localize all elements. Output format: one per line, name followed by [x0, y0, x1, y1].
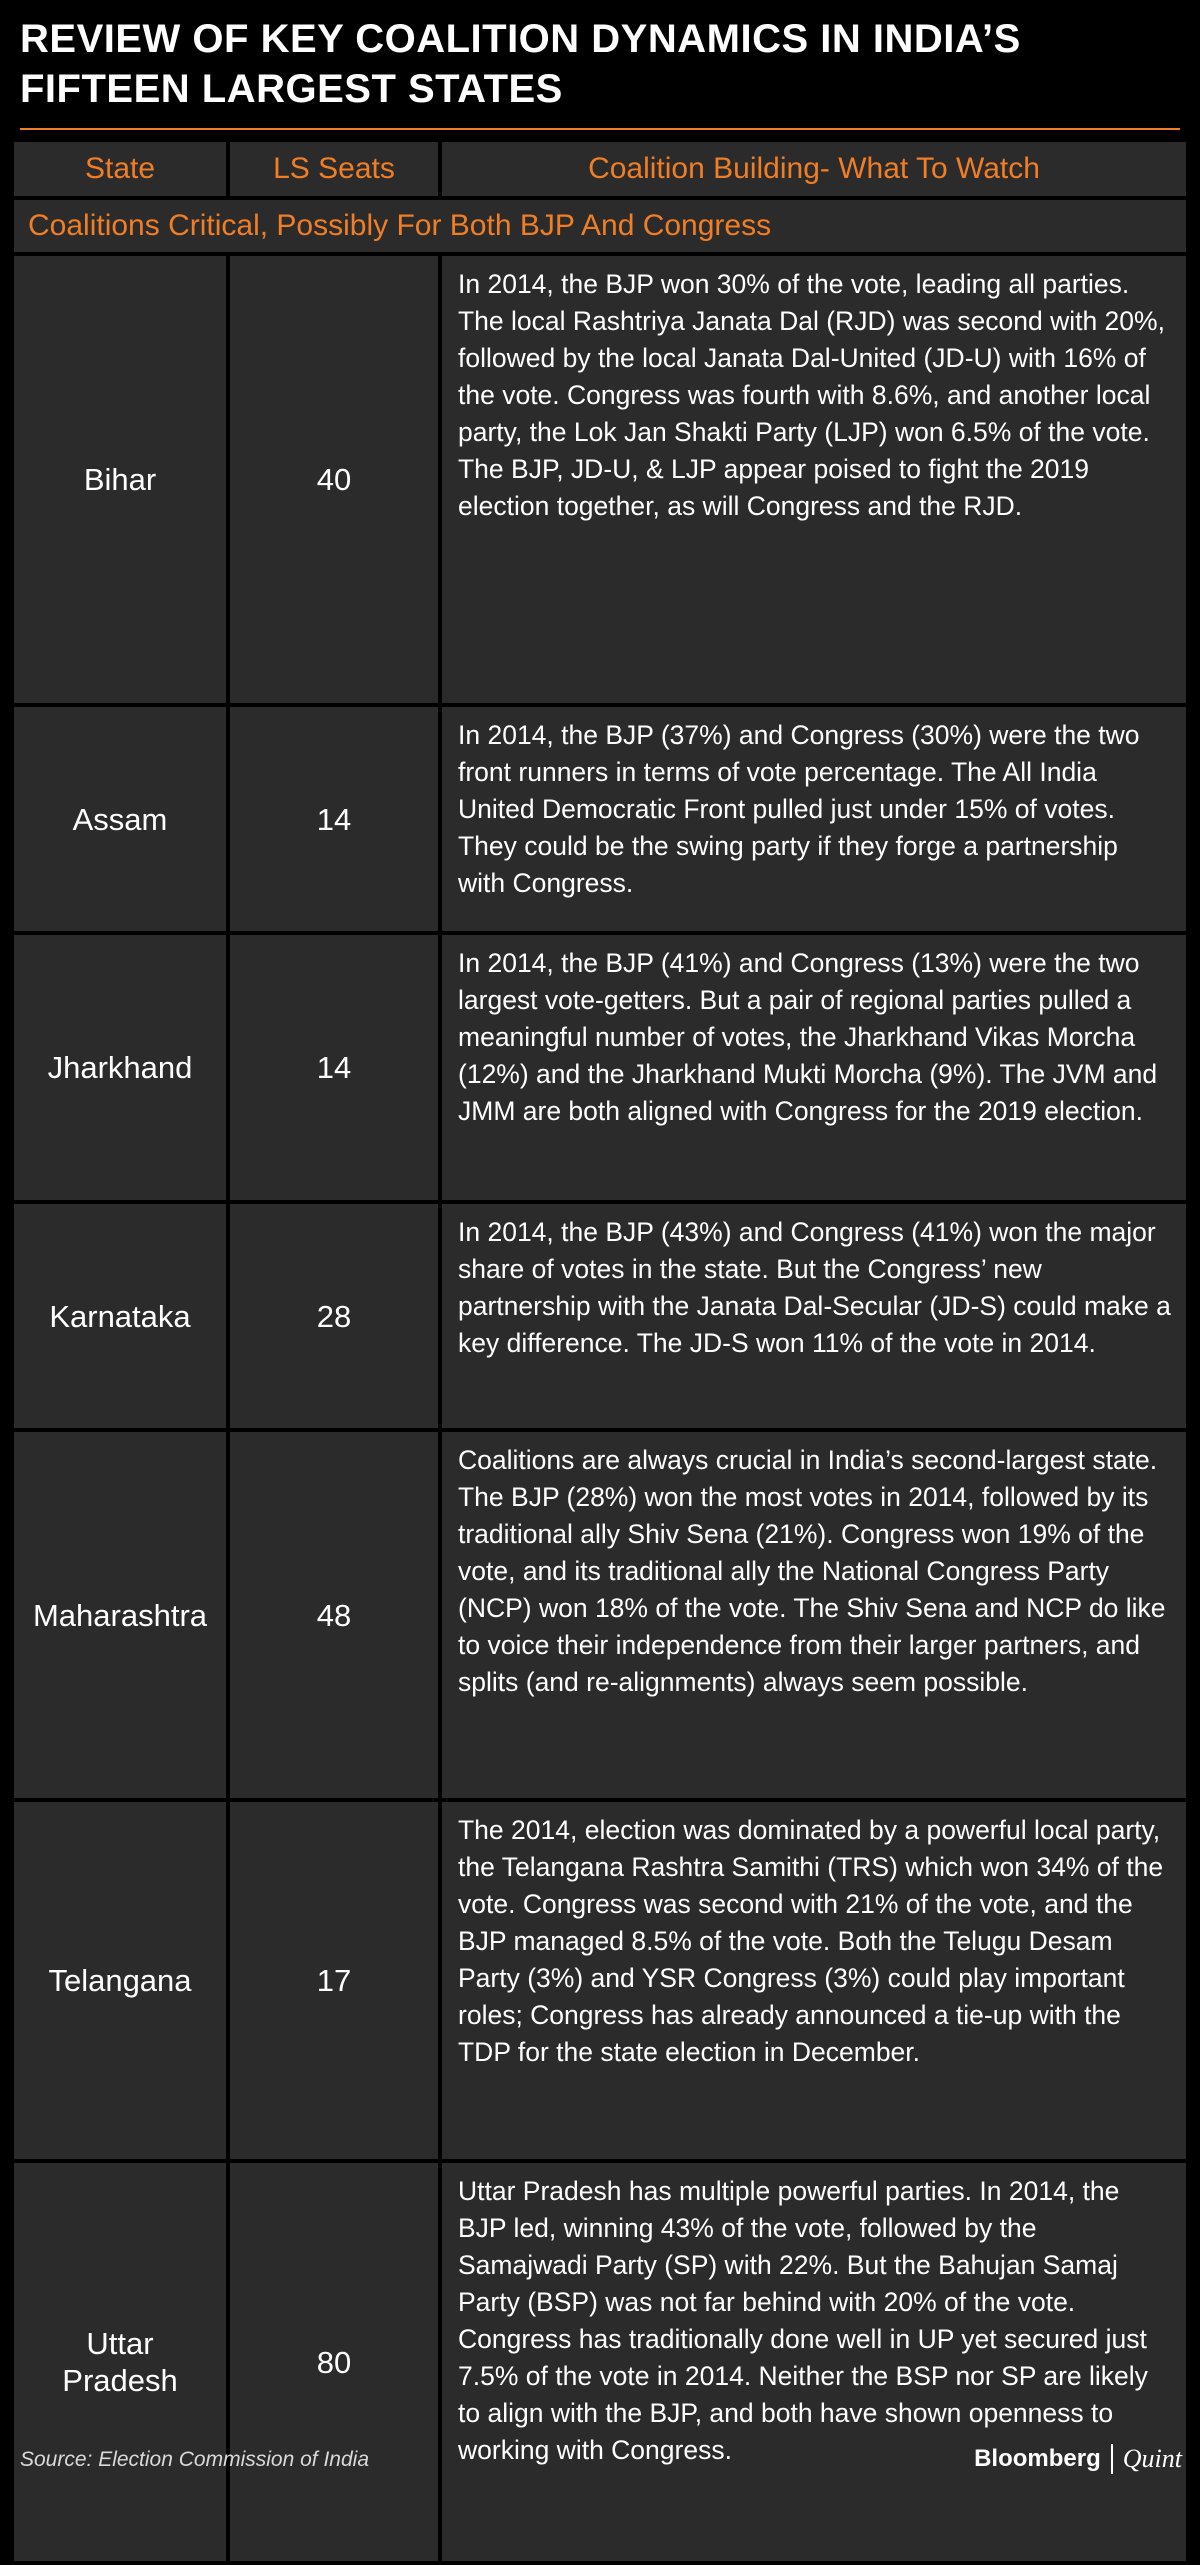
- table-header-row: [14, 142, 1186, 196]
- title-divider: [20, 128, 1180, 130]
- state-name: Jharkhand: [14, 935, 226, 1200]
- coalition-note: In 2014, the BJP (41%) and Congress (13%) were the two largest vote-getters. But a pair of regional parties pulled a meaningful number of votes, the Jharkhand Vikas Morcha (12%) and the Jharkhand Mukti Morcha (9%). The JVM and JMM are both aligned with Congress for the 2019 election.: [442, 935, 1186, 1200]
- ls-seats-value: 40: [230, 256, 438, 703]
- ls-seats-value: 28: [230, 1204, 438, 1428]
- coalition-note: Coalitions are always crucial in India’s second-largest state. The BJP (28%) won the most votes in 2014, followed by its traditional ally Shiv Sena (21%). Congress won 19% of the vote, and its traditional ally the National Congress Party (NCP) won 18% of the vote. The Shiv Sena and NCP do like to voice their independence from their larger partners, and splits (and re-alignments) always seem possible.: [442, 1432, 1186, 1798]
- state-name: Karnataka: [14, 1204, 226, 1428]
- coalition-note: In 2014, the BJP (43%) and Congress (41%) won the major share of votes in the state. But the Congress’ new partnership with the Janata Dal-Secular (JD-S) could make a key difference. The JD-S won 11% of the vote in 2014.: [442, 1204, 1186, 1428]
- state-name: Bihar: [14, 256, 226, 703]
- table-row: [14, 2163, 1186, 2561]
- table-row: [14, 707, 1186, 931]
- ls-seats-value: 14: [230, 707, 438, 931]
- brand-separator: [1111, 2444, 1113, 2474]
- state-name: Assam: [14, 707, 226, 931]
- brand-secondary: Quint: [1122, 2444, 1182, 2473]
- page-title: REVIEW OF KEY COALITION DYNAMICS IN INDIA’S FIFTEEN LARGEST STATES: [20, 17, 1021, 111]
- ls-seats-value: 80: [230, 2163, 438, 2561]
- header-ls-seats: LS Seats: [230, 142, 438, 196]
- table-row: [14, 256, 1186, 703]
- table-row: [14, 935, 1186, 1200]
- coalition-table: [14, 142, 1186, 2565]
- ls-seats-value: 17: [230, 1802, 438, 2159]
- state-name: Maharashtra: [14, 1432, 226, 1798]
- coalition-note: The 2014, election was dominated by a powerful local party, the Telangana Rashtra Samithi (TRS) which won 34% of the vote. Congress was second with 21% of the vote, and the BJP managed 8.5% of the vote. Both the Telugu Desam Party (3%) and YSR Congress (3%) could play important roles; Congress has already announced a tie-up with the TDP for the state election in December.: [442, 1802, 1186, 2159]
- table-row: [14, 1802, 1186, 2159]
- ls-seats-value: 48: [230, 1432, 438, 1798]
- header-coalition-building: Coalition Building- What To Watch: [442, 142, 1186, 196]
- section-header: Coalitions Critical, Possibly For Both BJP And Congress: [14, 200, 1186, 252]
- state-name: Uttar Pradesh: [14, 2163, 226, 2561]
- ls-seats-value: 14: [230, 935, 438, 1200]
- state-name: Telangana: [14, 1802, 226, 2159]
- table-row: [14, 1432, 1186, 1798]
- coalition-note: In 2014, the BJP won 30% of the vote, leading all parties. The local Rashtriya Janata Dal (RJD) was second with 20%, followed by the local Janata Dal-United (JD-U) with 16% of the vote. Congress was fourth with 8.6%, and another local party, the Lok Jan Shakti Party (LJP) won 6.5% of the vote. The BJP, JD-U, & LJP appear poised to fight the 2019 election together, as will Congress and the RJD.: [442, 256, 1186, 703]
- table-row: [14, 1204, 1186, 1428]
- source-note: Source: Election Commission of India: [20, 2448, 369, 2471]
- brand-primary: Bloomberg: [974, 2445, 1101, 2472]
- coalition-note: In 2014, the BJP (37%) and Congress (30%) were the two front runners in terms of vote percentage. The All India United Democratic Front pulled just under 15% of votes. They could be the swing party if they forge a partnership with Congress.: [442, 707, 1186, 931]
- brand-logo: [974, 2444, 1182, 2474]
- coalition-note: Uttar Pradesh has multiple powerful parties. In 2014, the BJP led, winning 43% of the vote, followed by the Samajwadi Party (SP) with 22%. But the Bahujan Samaj Party (BSP) was not far behind with 20% of the vote. Congress has traditionally done well in UP yet secured just 7.5% of the vote in 2014. Neither the BSP nor SP are likely to align with the BJP, and both have shown openness to working with Congress.: [442, 2163, 1186, 2561]
- header-state: State: [14, 142, 226, 196]
